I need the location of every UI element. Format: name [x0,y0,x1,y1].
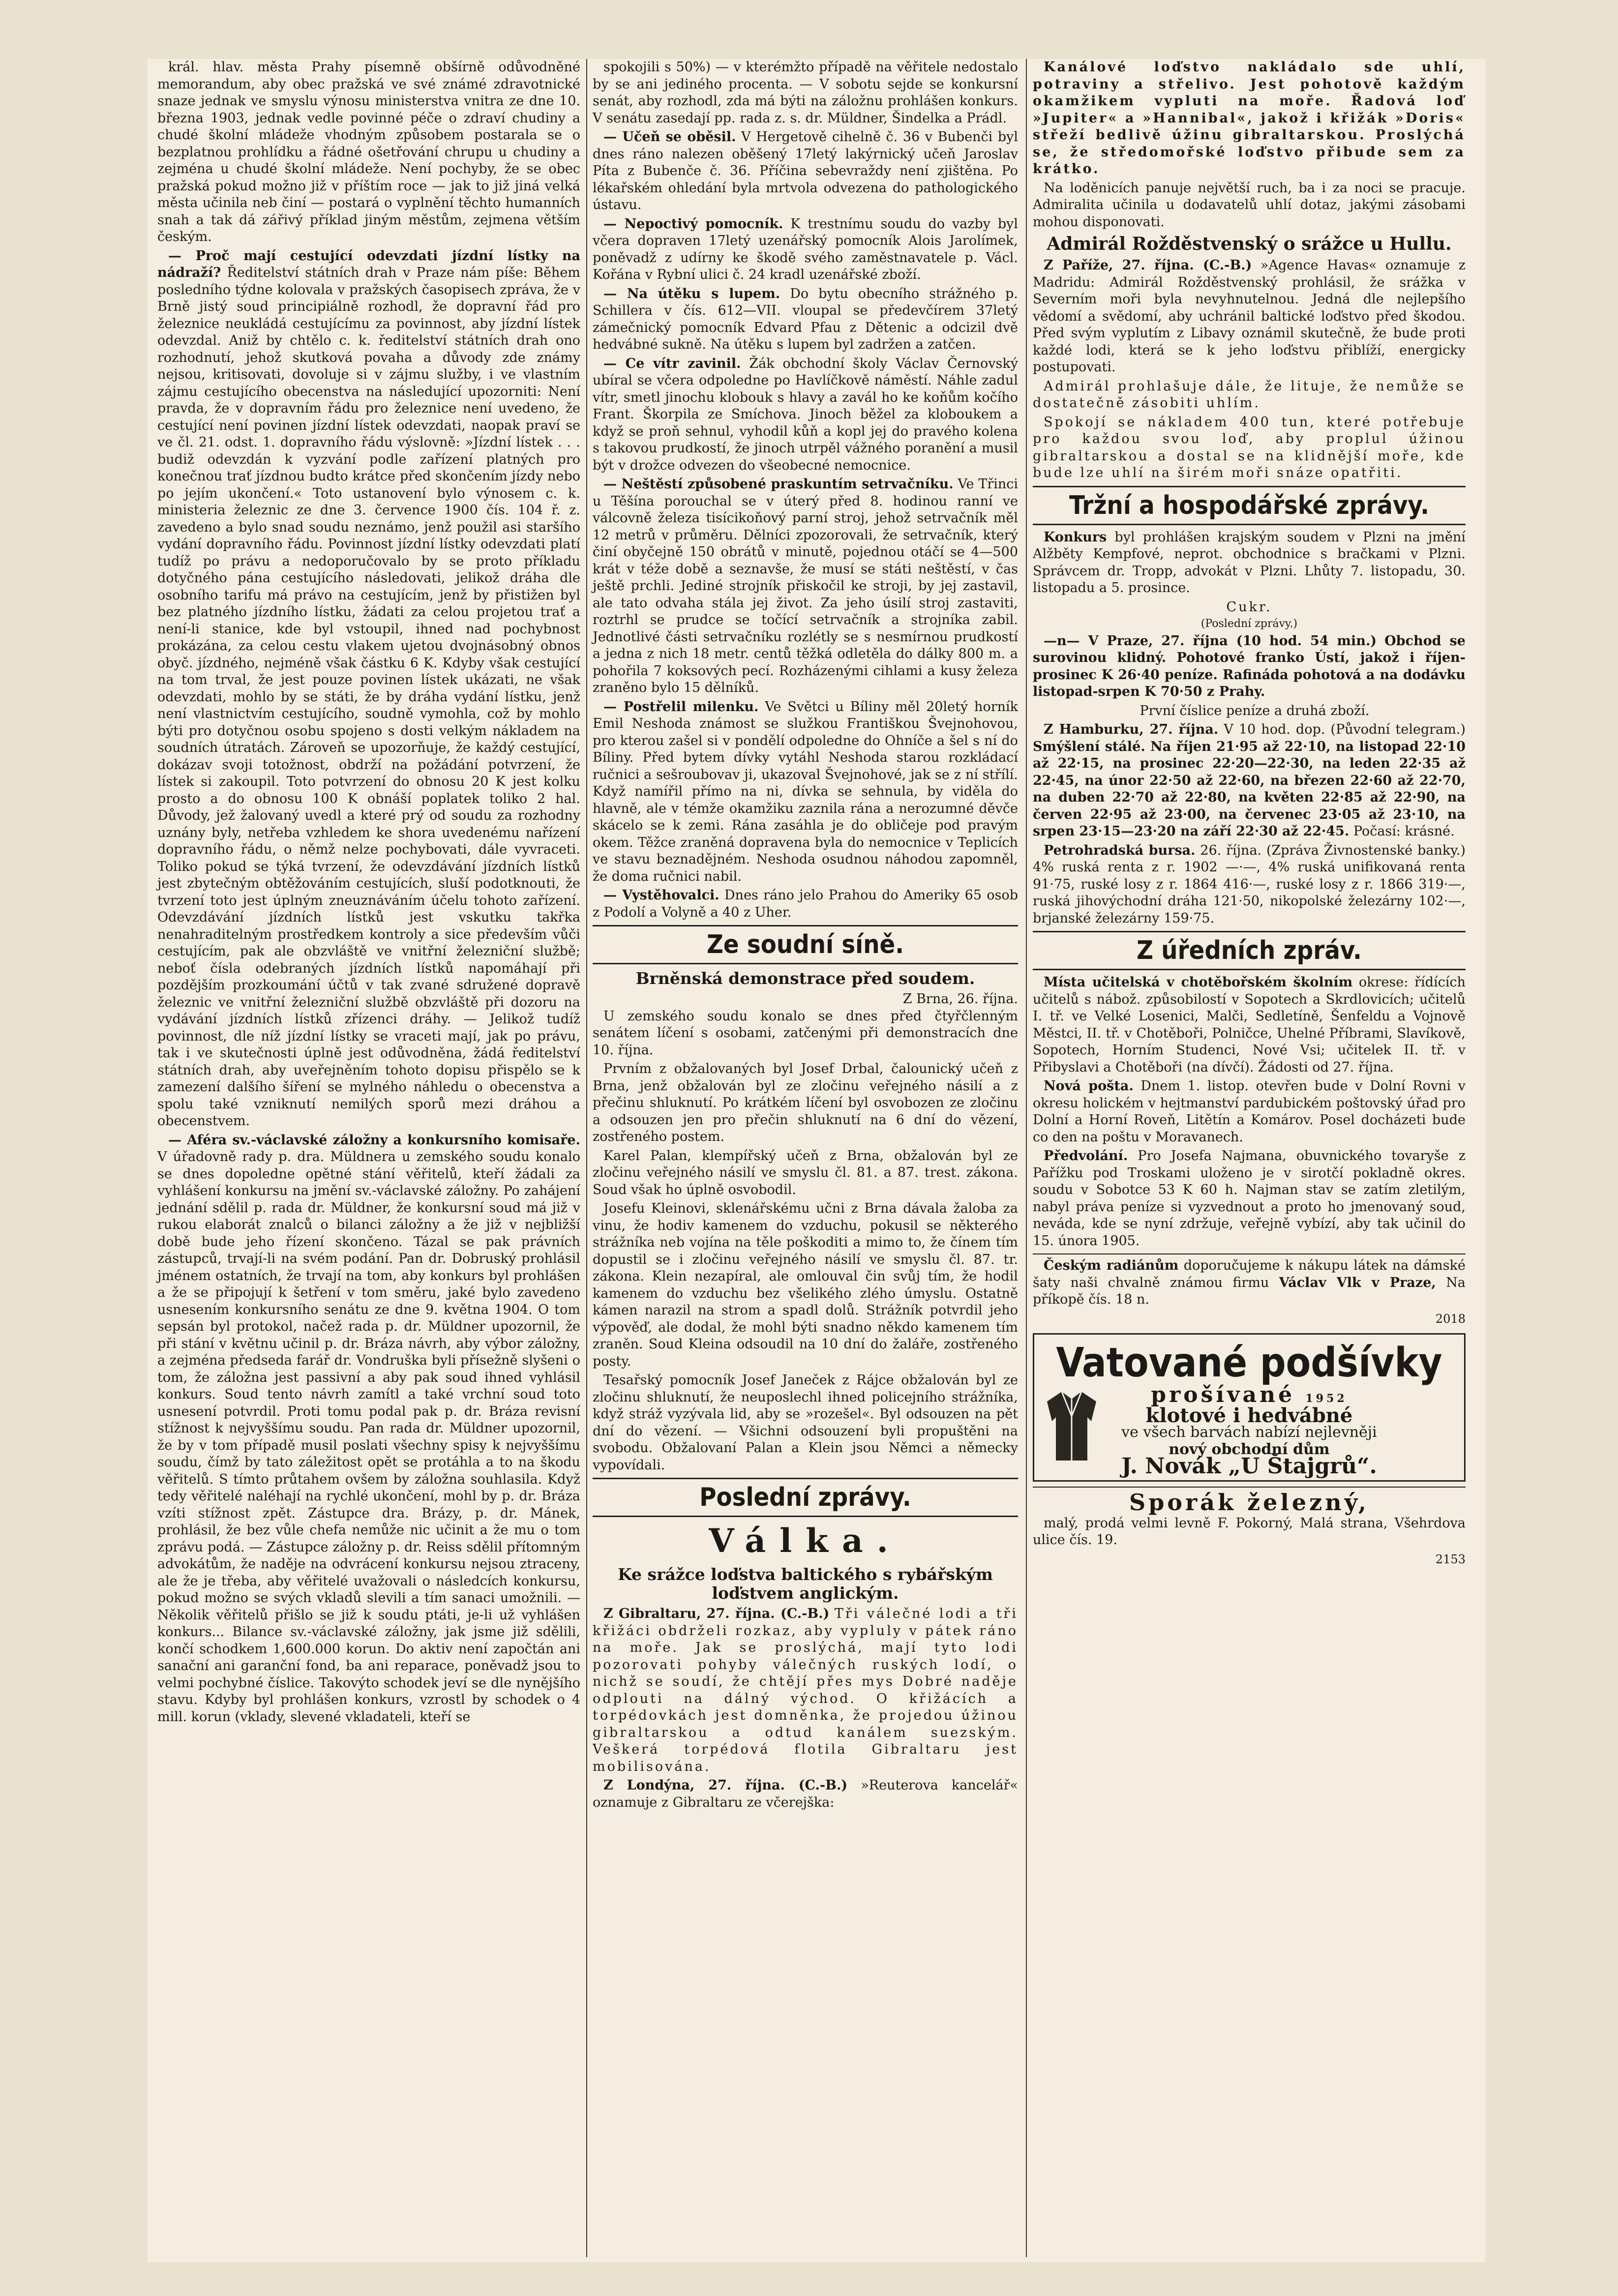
article-lead: — Na útěku s lupem. [603,286,780,301]
war-continuation: Na loděnicích panuje největší ruch, ba i za noci se pracuje. Admiralita učinila u dodavatelů uhlí dotaz, jakými zásobami mohou disponovati. [1033,180,1466,230]
war-continuation: Kanálové loďstvo nakládalo sde uhlí, potraviny a střelivo. Jest pohotově každým okamžikem vypluti na moře. Řadová loď »Jupiter« a »Hannibal«, jakož i křižák »Doris« střeží bedlivě úžinu gibraltarskou. Proslýchá se, že středomořské loďstvo přibude sem za krátko. [1033,60,1466,177]
article-lead: — Neštěstí způsobené praskuntím setrvačníku. [603,477,954,492]
article-lead: — Vystěhovalci. [603,888,719,903]
jacket-icon [1042,1387,1101,1465]
column-1 [157,59,580,1728]
court-paragraph: U zemského soudu konalo se dnes před čtyřčlenným senátem líčení s osobami, zatčenými při demonstracích dne 10. října. [593,1008,1018,1058]
local-news-item [593,129,1018,214]
ad-number: 2153 [1435,1552,1466,1566]
article-lead: — Ce vítr zavinil. [603,356,741,371]
ad-title: Vatované podšívky [1056,1340,1442,1386]
article-title: Ke srážce loďstva baltického s rybářským loďstvem anglickým. [618,1565,993,1603]
ad-text: nový obchodní dům [1169,1440,1330,1458]
admiral-report: Spokojí se nákladem 400 tun, které potřebuje pro každou svou loď, aby proplul úžinou gibraltarskou a dostal se na klidnější moře, kde bude lze uhlí na širém moři snáze opatřiti. [1033,414,1466,480]
ad-number: 2018 [1435,1312,1466,1326]
local-news-item [593,699,1018,886]
section-header [1033,486,1466,525]
ad-text [1033,1257,1466,1309]
court-paragraph: Tesařský pomocník Josef Janeček z Rájce obžalován byl ze zločinu shluknutí, že neuposlechl ihned policejního strážníka, když stráž vyzývala lid, aby se »rozešel«. Byl odsouzen na pět dní do vězení. — Všichni odsouzení byli propuštěni na svobodu. Obžalovaní Palan a Klein jsou Němci a německy vypovídali. [593,1372,1018,1473]
sugar-note: První číslice peníze a druhá zboží. [1139,703,1370,718]
article-body: Ve Třinci u Těšína porouchal se v úterý před 8. hodinou ranní ve válcovně železa tisícikoňový parní stroj, jehož setrvačník měl 12 metrů v průměru. Dělníci zpozorovali, že setrvačník, který činí obyčejně 150 obrátů v minutě, pojednou otáčí se 4—500 krát v téže době a seznavše, že musí se státi neštěstí, v čas ještě prchli. Jediné strojník přiskočil ke stroji, by jej zastavil, ale tato odvaha stála jej život. Za jeho úsilí stroj zastaviti, roztrhl se prudce se točící setrvačník a strojníka zabil. Jednotlivé části setrvačníku rozlétly se s nesmírnou prudkostí a jedna z nich 18 metr. centů těžká odletěla do dálky 800 m. a pohořila 7 koksových pecí. Rozházenými cihlami a kusy železa zraněno bylo 15 dělníků. [593,477,1019,695]
article-lead: — Učeň se oběsil. [603,129,736,145]
article-body: Ředitelství státních drah v Praze nám píše: Během posledního týdne kolovala v pražských časopisech zpráva, že v Brně jistý soud principiálně rozhodl, že dopravní řád pro železnice neukládá cestujícímu za povinnost, aby jízdní lístek odevzdal. Aniž by chtělo c. k. ředitelství státních drah ono rozhodnutí, jehož skutková povaha a důvody zde známy nejsou, kritisovati, dovoluje si v zájmu služby, i ve vlastním zájmu cestujícího obecenstva na následující upozorniti: Není pravda, že v dopravním řádu pro železnice není uvedeno, že cestující není povinen jízdní lístek odevzdati, naopak praví se ve čl. 21. odst. 1. dopravního řádu výslovně: »Jízdní lístek . . . budiž odevzdán k vyzvání podle zařízení platných pro konečnou trať jízdnou budto krátce před skončením jízdy nebo po jejím ukončení.« Toto ustanovení bylo výnosem c. k. ministeria železnic ze dne 3. července 1900 čís. 104 ř. z. zavedeno a bylo snad soudu neznámo, jenž použil asi staršího vydání dopravního řádu. Povinnost jízdní lístky odevzdati platí tudíž po právu a nedoporučovalo by se proto příkladu dotyčného pána cestujícího následovati, jelikož dráha dle osobního tarifu má právo na cestujícím, jenž by přistižen byl bez platného jízdního lístku, žádati za celou projetou trať a není-li stanice, kde byl vstoupil, ihned nad pochybnost prokázána, za celou cestu vlakem ujetou dvojnásobný obnos obyč. jízdného, nejméně však částku 6 K. Kdyby však cestující na tom trval, že jest pouze povinen lístek ukázati, ne však odevzdati, mohlo by se státi, že by dráha vydání lístku, jenž není vlastnictvím cestujícího, soudně vymohla, což by mohlo býti pro dotyčnou osobu spojeno s dosti velkým nákladem na soudních útratách. Zároveň se upozorňuje, že každý cestující, dokázav svoji totožnost, obdrží na požádání potvrzení, že lístek si zakoupil. Toto potvrzení do obnosu 20 K jest kolku prosto a do obnosu 100 K obnáší poplatek toliko 2 hal. Důvody, jež žalovaný uvedl a které prý od soudu za rozhodny uznány byly, netřeba vzhledem ke shora uvedenému nařízení dopravního řádu, o němž nelze pochybovati, dále vyvraceti. Toliko pokud se týká tvrzení, že odevzdávání jízdních lístků jest zbytečným obtěžováním cestujících, sluší podotknouti, že tvrzení toto jest úplným zneuznáváním účelu tohoto zařízení. Odevzdávání jízdních lístků jest vskutku takřka nenahraditelným prostředkem kontroly a sice především vůči cestujícím, pak ale obzvláště ve vnitřní železniční službě; neboť čísla odebraných jízdních lístků napomáhají při pozdějším prozkoumání účtů v tak zvané sdružené dopravě železnic ve vnitřní železniční službě obzvláště při dozoru na vydávání jízdních lístků zřízenci dráhy. — Jelikož tudíž povinnost, dle níž jízdní lístky se vraceti mají, jak po právu, tak i ve skutečnosti úplně jest odůvodněna, žádá ředitelství státních drah, aby uveřejněním tohoto dopisu přispělo se k zamezení dalšího šíření se mylného náhledu o obecenstva a spolu také vzniknutí nemilých sporů mezi dráhou a obecenstvem. [157,265,580,1129]
article-body: K trestnímu soudu do vazby byl včera dopraven 17letý uzenářský pomocník Alois Jarolímek, poněvadž z udírny ke škodě svého zaměstnavatele p. Václ. Kořána v Rybní ulici č. 24 kradl uzenářské zboží. [593,216,1018,282]
article-lead: Nová pošta. [1044,1078,1134,1094]
article-title: Admirál Rožděstvenský o srážce u Hullu. [1047,234,1452,254]
article-body: Obchod se surovinou klidný. Pohotové franko Ústí, jakož i říjen-prosinec K 26·40 peníze. Rafináda pohotová a na dodávku listopad-srpen K 70·50 z Prahy. [1033,633,1466,699]
article-body: Do bytu obecního strážného p. Schillera v čís. 612—VII. vloupal se předevčírem 37letý zámečnický pomocník Edvard Pfau z Dětenic a odcizil dvě hedvábné sukně. Na útěku s lupem byl zadržen a zatčen. [593,286,1018,352]
column-2 [593,59,1018,1813]
dateline: —n— V Praze, 27. října (10 hod. 54 min.) [1044,633,1377,649]
article-lead: Petrohradská bursa. [1044,842,1196,858]
sugar-subheading: (Poslední zprávy.) [1200,618,1298,630]
article-body: Dnes ráno jelo Prahou do Ameriky 65 osob z Podolí a Volyně a 40 z Uher. [593,888,1018,920]
article-lead: Konkurs [1044,529,1107,545]
ad-lead: Českým radiánům [1044,1258,1179,1273]
article-body: Smýšlení stálé. Na říjen 21·95 až 22·10, na listopad 22·10 až 22·15, na prosinec 22·20—22·30, na leden 22·35 až 22·45, na únor 22·50 až 22·60, na březen 22·60 až 22·70, na duben 22·70 až 22·80, na květen 22·85 až 22·90, na červen 22·95 až 23·00, na červenec 23·05 až 23·10, na srpen 23·15—23·20 na září 22·30 až 22·45. [1033,739,1466,839]
war-report [593,1606,1018,1775]
ad-number: 1952 [1305,1392,1348,1405]
sugar-hamburg [1033,721,1466,840]
ad-body: malý, prodá velmi levně F. Pokorný, Malá strana, Všehrdova ulice čís. 19. [1033,1515,1466,1548]
dateline: Z Brna, 26. října. [902,991,1018,1007]
column-3 [1033,59,1466,1568]
section-title: Tržní a hospodářské zprávy. [1069,490,1429,520]
classified-ad [1033,1487,1466,1568]
dateline: Z Paříže, 27. října. (C.-B.) [1044,258,1252,273]
article-body: »Reuterova kancelář« oznamuje z Gibraltaru ze včerejška: [593,1778,1018,1810]
court-paragraph: Prvním z obžalovaných byl Josef Drbal, čalounický učeň z Brna, jenž obžalován byl ze zločinu veřejného násilí a z přečinu shluknutí. Po krátkém líčení byl osvobozen ze zločinu a odsouzen jen pro přečin shluknutí na 6 dní do vězení, zostřeného postem. [593,1061,1018,1144]
article-lead: — Nepoctivý pomocník. [603,216,783,232]
dateline: Z Hamburku, 27. října. [1044,722,1219,737]
dateline: Z Londýna, 27. října. (C.-B.) [603,1778,848,1793]
column-rule [586,59,587,2257]
article-lead: Místa učitelská v chotěbořském školním [1044,975,1353,990]
article-body: okrese: řídících učitelů s nábož. způsobilostí v Sopotech a Skrdlovicích; učitelů I. tř. ve Velké Losenici, Malči, Sedletíně, Šenfeldu a Vojnově Městci, II. tř. v Chotěboři, Polničce, Uhelné Příbrami, Slavíkově, Sopotech, Horním Studenci, Nové Vsi; učitelek II. tř. v Přibyslavi a Chotěboři (na dívčí). Žádosti od 27. října. [1033,975,1466,1075]
market-item [1033,529,1466,597]
official-item [1033,974,1466,1076]
article-body: »Agence Havas« oznamuje z Madridu: Admirál Rožděstvenský prohlásil, že srážka v Severním moři byla nevyhnutelnou. Jedná dle nejlepšího vědomí a svědomí, aby uchránil baltické loďstvo před škodou. Před svým vyplutím z Libavy oznámil skutečně, že bude proti každé lodi, která se k jeho loďstvu přiblíží, energicky postupovati. [1033,258,1466,375]
stock-exchange [1033,842,1466,927]
classified-ad [1033,1253,1466,1327]
section-header [593,925,1018,964]
ad-store: J. Novák „U Štajgrů“. [1121,1454,1377,1479]
telegram-note: V 10 hod. dop. (Původní telegram.) [1224,722,1466,737]
court-paragraph: Josefu Kleinovi, sklenářskému učni z Brna dávala žaloba za vinu, že hodiv kamenem do vzduchu, pokusil se některého strážníka neb vojína na těle poškoditi a mimo to, že čínem tím dopustil se i zločinu veřejného násilí ve smyslu čl. 87. tr. zákona. Klein nezapíral, ale omlouval čin svůj tím, že hodil kamenem do vzduchu bez všelikého zlého úmyslu. Ostatně kámen narazil na strom a spadl dolů. Strážník potvrdil jeho výpověď, ale dodal, že mohl býti snadno někdo kamenem tím zraněn. Soud Kleina odsoudil na 10 dní do žaláře, zostřeného posty. [593,1201,1018,1369]
savings-bank-article [157,1132,580,1726]
article-lead: — Aféra sv.-václavské záložny a konkursního komisaře. [168,1132,580,1148]
section-title: Z úředních zpráv. [1137,936,1362,965]
war-report [593,1777,1018,1811]
article-title: Brněnská demonstrace před soudem. [635,969,975,988]
sugar-prague [1033,633,1466,701]
railway-tickets-article [157,248,580,1130]
article-body: Žák obchodní školy Václav Černovský ubíral se včera odpoledne po Havlíčkově náměstí. Náhle zadul vítr, smetl jinochu klobouk s hlavy a zavál ho ke koňům kočího Frant. Škorpila ze Smíchova. Jinoch běžel za kloboukem a když se proň sehnul, vyhodil kůň a kopl jej do pravého kolena s takovou prudkostí, že jinoch utrpěl vážného poranění a musil být v drožce odvezen do všeobecné nemocnice. [593,356,1018,473]
ad-subtitle-text: prošívané [1151,1382,1295,1407]
local-news-item [593,887,1018,921]
admiral-report: Admirál prohlašuje dále, že lituje, že nemůže se dostatečně zásobiti uhlím. [1033,378,1466,411]
ad-body [1039,1382,1459,1479]
article-body: byl prohlášen krajským soudem v Plzni na jmění Alžběty Kempfové, neprot. obchodnice s bračkami v Plzni. Správcem dr. Tropp, advokát v Plzni. Lhůty 7. listopadu, 30. listopadu a 5. prosince. [1033,529,1466,596]
war-heading: Válka. [709,1521,902,1560]
court-paragraph: Karel Palan, klempířský učeň z Brna, obžalován byl ze zločinu veřejného násilí ve smyslu čl. 81. a 87. trest. zákona. Soud však ho úplně osvobodil. [593,1148,1018,1197]
dateline: Z Gibraltaru, 27. října. (C.-B.) [603,1606,830,1621]
local-news-item [593,356,1018,475]
article-body: Pro Josefa Najmana, obuvnického tovaryše z Pařížku pod Troskami uloženo je v sirotčí pokladně okres. soudu v Sobotce 53 K 60 h. Najman stav se zatím zletilým, nabyl práva peníze si vyzvednout a proto ho jmenovaný soud, neváda, kde se nyní zdržuje, veřejně vybízí, aby tak učinil do 15. února 1905. [1033,1148,1466,1249]
column-rule [1026,59,1027,2257]
article-body: Ve Světci u Bíliny měl 20letý horník Emil Neshoda známost se služkou Františkou Švejnohovou, pro kterou zašel si v pondělí odpoledne do Ohníče a šel s ní do Bíliny. Před bytem dívky vytáhl Neshoda starou rozkládací ručnici a sešroubovav ji, ukazoval Švejnohové, jak se z ní střílí. Když namířil přímo na ni, dívka se sehnula, by viděla do hlavně, ale v témže okamžiku zaznila rána a nerozumné děvče skácelo se k zemi. Rána zasáhla je do obličeje pod pravým okem. Těžce zraněná dopravena byla do nemocnice v Teplicích ve stavu beznadějném. Neshoda osudnou náhodou zapomněl, že doma ručnici nabil. [593,699,1018,884]
local-news-item [593,216,1018,284]
article-lead: Předvolání. [1044,1148,1128,1163]
sugar-heading: Cukr. [1226,599,1272,615]
local-news-item [593,476,1018,697]
local-news-item [593,286,1018,354]
official-item [1033,1078,1466,1146]
article-body: V Hergetově cihelně č. 36 v Bubenči byl dnes ráno nalezen oběšený 17letý lakýrnický učeň Jaroslav Píta z Bubenče č. 36. Příčina sebevraždy není zjištěna. Po lékařském ohledání byla mrtvola odvezena do pathologického ústavu. [593,129,1019,212]
newspaper-page [148,59,1485,2262]
article-body: V úřadovně rady p. dra. Müldnera u zemského soudu konalo se dnes dopoledne opětné stání věřitelů, kteří žádali za vyhlášení konkursu na jmění sv.-václavské záložny. Po zahájení jednání sdělil p. rada dr. Müldner, že konkursní soud má již v rukou elaborát znalců o bilanci záložny a že již v nejbližší době bude jeho řízení skončeno. Tázal se pak právních zástupců, trvají-li na svém podání. Pan dr. Dobruský prohlásil jménem ostatních, že trvají na tom, aby konkurs byl prohlášen a že se připojují k šetření v tom směru, jaké bylo zavedeno usnesením konkursního senátu ze dne 9. května 1904. O tom sepsán byl protokol, načež rada p. dr. Müldner upozornil, že při stání v květnu učinil p. dr. Bráza návrh, aby výbor záložny, a zejména předseda farář dr. Vondruška byli přísežně slyšeni o tom, že záložna jest passivní a aby pak soud ihned vyhlásil konkurs. Soud tento návrh zamítl a také vrchní soud toto usnesení potvrdil. Proti tomu podal pak p. dr. Bráza revisní stížnost k nejvyššímu soudu. Pan rada dr. Müldner upozornil, že by v tom případě musil poslati všechny spisy k nejvyššímu soudu, čímž by tato záležitost opět se protáhla a to na škodu věřitelů. S tímto průtahem ovšem by záložna souhlasila. Když tedy věřitelé naléhají na rychlé ukončení, mohl by p. dr. Bráza vzíti stížnost zpět. Zástupce dra. Brázy, p. dr. Mánek, prohlásil, že bez vůle chefa nemůže nic učinit a že mu o tom zprávu podá. — Zástupce záložny p. dr. Reiss sdělil přítomným advokátům, že naděje na odvrácení konkursu nejsou ztraceny, ale že je třeba, aby věřitelé uvažovali o následcích konkursu, pokud možno se svých vkladů slevili a tím sanaci umožnili. — Několik věřitelů přišlo se již k soudu ptáti, je-li už vyhlášen konkurs... Bilance sv.-václavské záložny, jak jsme již sdělili, končí schodkem 1,600.000 korun. Do aktiv není započtán ani sanační ani garanční fond, ba ani reparace, poněvadž jsou to velmi pochybné číslice. Takovýto schodek jeví se dle nynějšího stavu. Kdyby byl prohlášen konkurs, vzrostl by schodek o 4 mill. korun (vklady, slevené vkladateli, kteří se [157,1149,580,1725]
article-lead: — Proč mají cestující odevzdati jízdní lístky na nádraží? [157,248,580,280]
ad-title: Sporák železný, [1129,1489,1370,1516]
savings-bank-continuation: spokojili s 50%) — v kterémžto případě na věřitele nedostalo by se ani jediného procenta. — V sobotu sejde se konkursní senát, aby rozhodl, zda má býti na záložnu prohlášen konkurs. V senátu zasedají pp. rada z. s. dr. Müldner, Šindelka a Prádl. [593,60,1018,126]
official-item [1033,1148,1466,1250]
ad-line: klotové i hedvábné [1145,1403,1353,1427]
ad-address: Na příkopě čís. 18 n. [1033,1275,1466,1307]
section-title: Poslední zprávy. [699,1483,911,1512]
section-title: Ze soudní síně. [706,930,904,959]
ad-body: doporučujeme k nákupu látek na dámské šaty naši chvalně známou firmu [1033,1258,1466,1290]
ad-text: ve všech barvách nabízí nejlevněji [1121,1424,1377,1441]
memorandum-article: král. hlav. města Prahy písemně obšírně odůvodněné memorandum, aby obec pražská ve své známé zdravotnické snaze jednak ve smyslu výnosu ministerstva vnitra ze dne 10. března 1903, jednak vedle povinné péče o zdraví chudiny a chudé školní mládeže vhodným způsobem postarala se o bezplatnou prohlídku a řádné ošetřování chrupu u chudiny a zejména u chudé školní mládeže. Není pochyby, že se obec pražská pokud možno již v příštím roce — jak to již jiná velká města učinila neb činí — postará o vyplnění těchto humanních snah a tak dá zářivý příklad jiným městům, zejmena větším českým. [157,60,580,244]
weather-note: Počasí: krásné. [1353,824,1455,839]
article-body: 26. října. (Zpráva Živnostenské banky.) 4% ruská renta z r. 1902 —·—, 4% ruská unifikovaná renta 91·75, ruské losy z r. 1864 416·—, ruské losy z r. 1866 319·—, ruská jihovýchodní dráha 121·50, nikopolské železárny 102·—, brjanské železárny 159·75. [1033,842,1466,926]
article-lead: — Postřelil milenku. [603,699,759,715]
admiral-report [1033,257,1466,376]
section-header [593,1478,1018,1517]
section-header [1033,931,1466,970]
lining-advertisement [1033,1333,1466,1482]
article-body: Tři válečné lodi a tři křižáci obdrželi rozkaz, aby vypluly v pátek ráno na moře. Jak se proslýchá, mají tyto lodi pozorovati pohyby válečných ruských lodí, o nichž se soudí, že chtějí přes mys Dobré naděje odplouti na dálný východ. O křižácích a torpédovkách jest domněnka, že projedou úžinou gibraltarskou a odtud kanálem suezským. Veškerá torpédová flotila Gibraltaru jest mobilisována. [593,1606,1018,1774]
article-body: Dnem 1. listop. otevřen bude v Dolní Rovni v okresu holickém v hejtmanství pardubickém poštovský úřad pro Dolní a Horní Roveň, Litětín a Komárov. Posel docházeti bude co den na poštu v Moravanech. [1033,1078,1466,1145]
ad-firm: Václav Vlk v Praze, [1279,1275,1436,1290]
